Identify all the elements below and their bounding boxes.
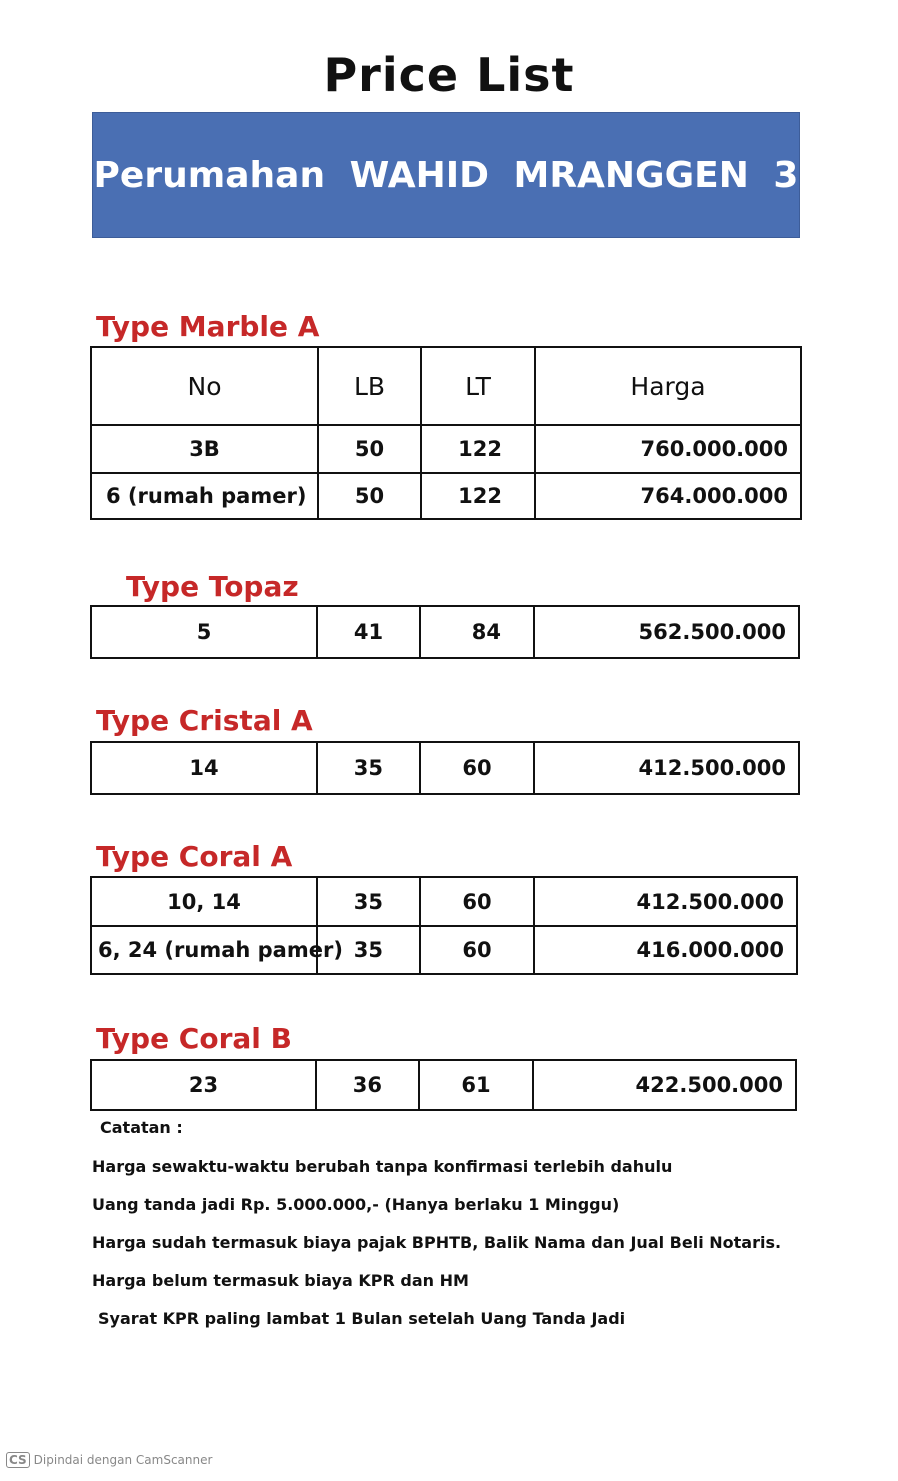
notes-section xyxy=(92,1118,852,1347)
cell-no: 14 xyxy=(91,742,317,794)
marble-a-table xyxy=(90,346,802,520)
table-row xyxy=(91,425,801,473)
cell-lb: 35 xyxy=(317,742,420,794)
note-line: Uang tanda jadi Rp. 5.000.000,- (Hanya berlaku 1 Minggu) xyxy=(92,1195,620,1214)
cell-lt: 84 xyxy=(420,606,534,658)
cell-no: 23 xyxy=(91,1060,316,1110)
cell-lt: 122 xyxy=(421,473,535,519)
scanner-watermark xyxy=(6,1452,212,1468)
camscanner-logo-icon: CS xyxy=(6,1452,30,1468)
housing-banner: Perumahan WAHID MRANGGEN 3 xyxy=(92,112,800,238)
cell-no: 3B xyxy=(91,425,318,473)
header-harga: Harga xyxy=(535,347,801,425)
type-cristal-a-label: Type Cristal A xyxy=(96,704,313,737)
cell-harga: 412.500.000 xyxy=(534,877,797,926)
cell-lt: 60 xyxy=(420,742,534,794)
cell-lb: 36 xyxy=(316,1060,419,1110)
cell-lb: 50 xyxy=(318,425,421,473)
cell-no: 6, 24 (rumah pamer) xyxy=(91,926,317,974)
note-line: Harga sewaktu-waktu berubah tanpa konfirmasi terlebih dahulu xyxy=(92,1157,673,1176)
cell-harga: 412.500.000 xyxy=(534,742,799,794)
cell-harga: 760.000.000 xyxy=(535,425,801,473)
type-coral-a-label: Type Coral A xyxy=(96,840,293,873)
watermark-text: Dipindai dengan CamScanner xyxy=(33,1453,213,1467)
cell-no: 6 (rumah pamer) xyxy=(91,473,318,519)
cell-harga: 764.000.000 xyxy=(535,473,801,519)
table-row xyxy=(91,877,797,926)
type-coral-b-label: Type Coral B xyxy=(96,1022,292,1055)
cell-lb: 50 xyxy=(318,473,421,519)
table-row xyxy=(91,1060,796,1110)
type-marble-a-label: Type Marble A xyxy=(96,310,320,343)
cell-no: 5 xyxy=(91,606,317,658)
page-title: Price List xyxy=(323,48,575,102)
table-row xyxy=(91,926,797,974)
cell-lt: 122 xyxy=(421,425,535,473)
coral-b-table xyxy=(90,1059,797,1111)
type-topaz-label: Type Topaz xyxy=(126,570,299,603)
cell-harga: 562.500.000 xyxy=(534,606,799,658)
header-no: No xyxy=(91,347,318,425)
cell-no: 10, 14 xyxy=(91,877,317,926)
cell-lb: 35 xyxy=(317,926,420,974)
table-row xyxy=(91,473,801,519)
note-line: Harga sudah termasuk biaya pajak BPHTB, Balik Nama dan Jual Beli Notaris. xyxy=(92,1233,782,1252)
cell-harga: 416.000.000 xyxy=(534,926,797,974)
notes-heading: Catatan : xyxy=(100,1118,183,1137)
cell-lt: 60 xyxy=(420,926,534,974)
note-line: Harga belum termasuk biaya KPR dan HM xyxy=(92,1271,469,1290)
header-lt: LT xyxy=(421,347,535,425)
cell-lt: 61 xyxy=(419,1060,533,1110)
coral-a-table xyxy=(90,876,798,975)
table-header-row xyxy=(91,347,801,425)
cell-lb: 41 xyxy=(317,606,420,658)
note-line: Syarat KPR paling lambat 1 Bulan setelah Uang Tanda Jadi xyxy=(98,1309,626,1328)
topaz-table xyxy=(90,605,800,659)
cell-lb: 35 xyxy=(317,877,420,926)
cristal-a-table xyxy=(90,741,800,795)
cell-harga: 422.500.000 xyxy=(533,1060,796,1110)
header-lb: LB xyxy=(318,347,421,425)
cell-lt: 60 xyxy=(420,877,534,926)
table-row xyxy=(91,742,799,794)
table-row xyxy=(91,606,799,658)
